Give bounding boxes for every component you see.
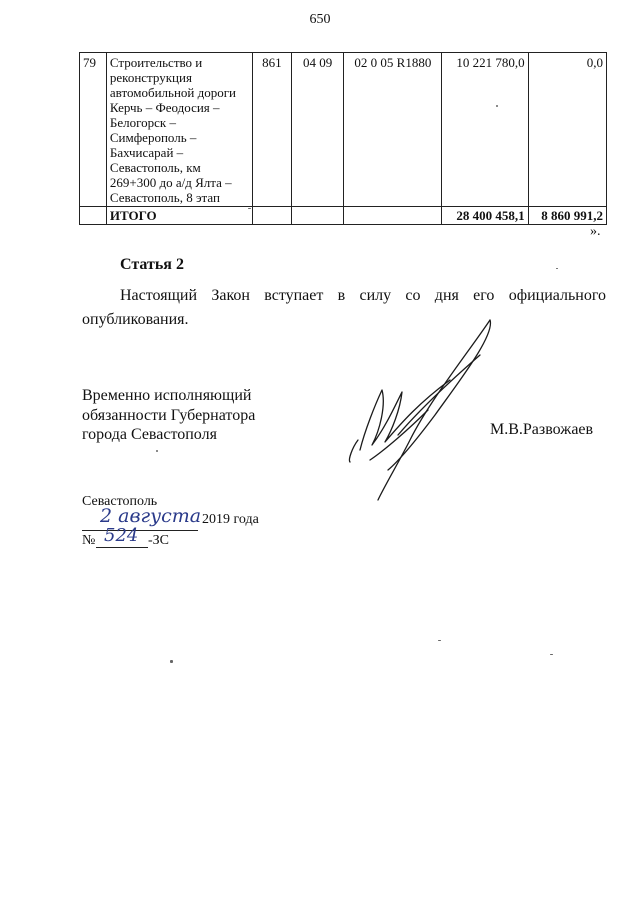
row-sum-2: 0,0 xyxy=(528,53,606,207)
row-ved: 861 xyxy=(253,53,292,207)
signer-position-line: города Севастополя xyxy=(82,426,217,443)
scan-speck xyxy=(550,654,553,655)
signer-position-line: Временно исполняющий xyxy=(82,387,252,404)
row-name-line: Белогорск – xyxy=(109,115,176,130)
number-sign: № xyxy=(82,533,96,548)
signer-name: М.В.Развожаев xyxy=(490,421,594,438)
total-label: ИТОГО xyxy=(106,207,252,225)
scan-speck xyxy=(156,450,158,452)
row-name xyxy=(106,53,252,207)
article-title: Статья 2 xyxy=(120,256,184,273)
row-name-line: Бахчисарай – xyxy=(109,145,184,160)
row-csr: 02 0 05 R1880 xyxy=(344,53,442,207)
row-rz-pr: 04 09 xyxy=(291,53,343,207)
total-sum-1: 28 400 458,1 xyxy=(442,207,528,225)
article-text: Настоящий Закон вступает в силу со дня его официального опубликования. xyxy=(82,287,606,328)
total-num-cell xyxy=(80,207,107,225)
handwritten-signature xyxy=(340,310,510,510)
row-name-line: Симферополь – xyxy=(109,130,197,145)
row-sum-1: 10 221 780,0 xyxy=(442,53,528,207)
row-number: 79 xyxy=(80,53,107,207)
scan-speck xyxy=(438,640,441,641)
quote-close: ». xyxy=(590,224,601,239)
signing-city: Севастополь xyxy=(82,494,158,509)
date-year: 2019 года xyxy=(202,512,259,527)
row-name-line: Севастополь, км xyxy=(109,160,201,175)
row-name-line: Строительство и xyxy=(109,55,203,70)
row-name-line: 269+300 до а/д Ялта – xyxy=(109,175,232,190)
total-rz-cell xyxy=(291,207,343,225)
handwritten-number: 524 xyxy=(104,525,139,546)
page-number: 650 xyxy=(309,12,331,27)
row-name-line: Керчь – Феодосия – xyxy=(109,100,220,115)
scan-speck xyxy=(170,660,173,663)
total-ved-cell xyxy=(253,207,292,225)
budget-table xyxy=(79,52,607,225)
handwritten-date: 2 августа xyxy=(100,505,202,527)
signer-position xyxy=(82,386,255,445)
signer-position-line: обязанности Губернатора xyxy=(82,406,256,424)
table-row xyxy=(80,53,607,207)
scan-speck xyxy=(248,208,251,209)
number-suffix: -ЗС xyxy=(148,533,170,548)
total-row xyxy=(80,207,607,225)
row-name-line: Севастополь, 8 этап xyxy=(109,190,220,205)
total-sum-2: 8 860 991,2 xyxy=(528,207,606,225)
total-csr-cell xyxy=(344,207,442,225)
scan-speck xyxy=(556,268,558,269)
row-name-line: реконструкция xyxy=(109,70,192,85)
row-name-line: автомобильной дороги xyxy=(109,85,237,100)
scan-speck xyxy=(496,105,498,107)
